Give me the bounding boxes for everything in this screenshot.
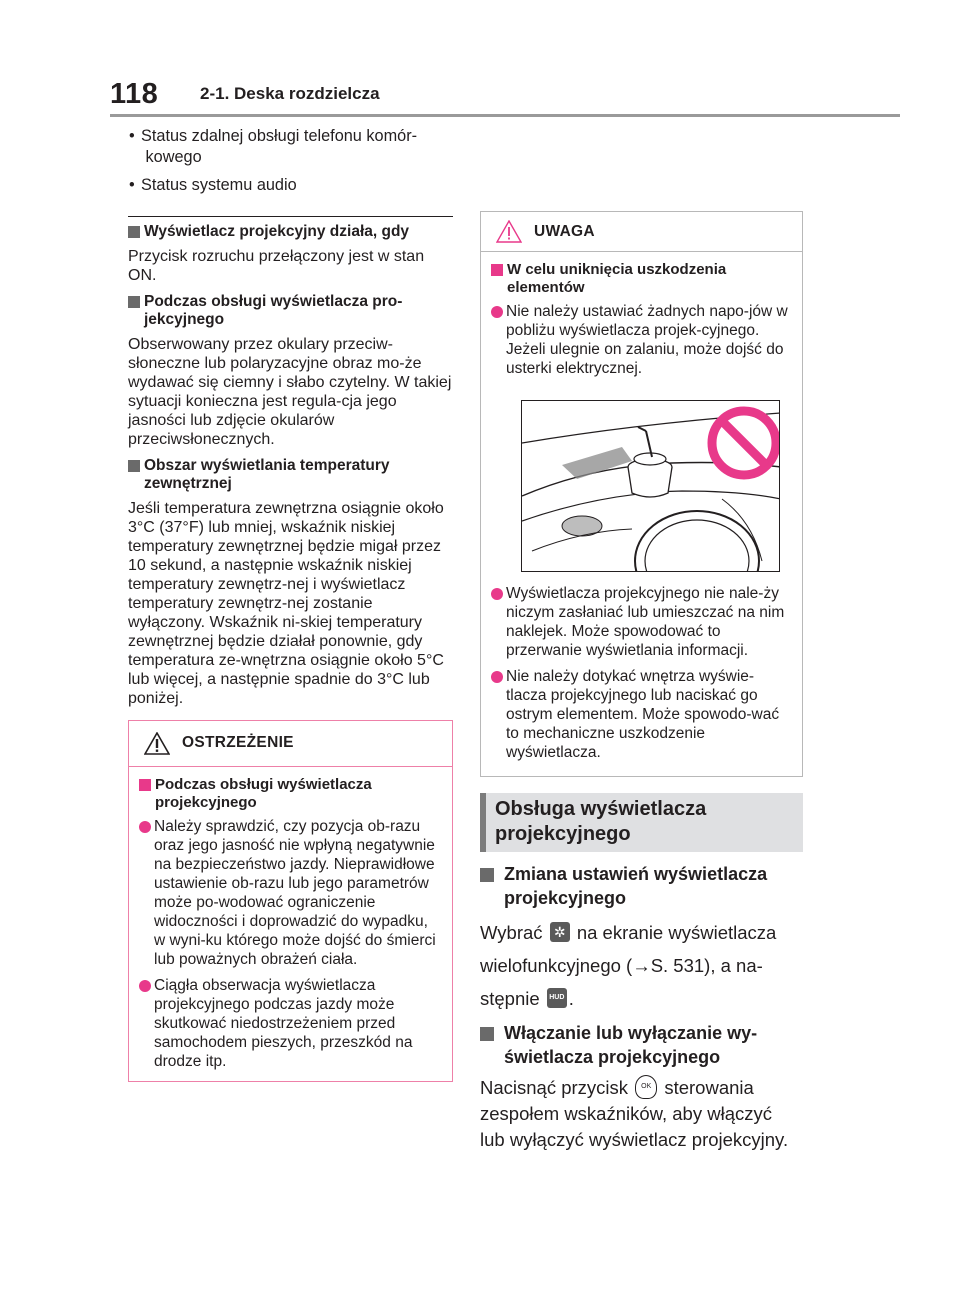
warning-box-body: [129, 767, 452, 1081]
notice-item: [491, 667, 792, 762]
square-bullet-icon: [480, 868, 494, 882]
page-number: 118: [110, 78, 159, 110]
paragraph: Przycisk rozruchu przełączony jest w stan ON.: [128, 247, 425, 284]
notice-box-header: [481, 212, 802, 252]
text-run: stępnie: [480, 988, 540, 1009]
bullet-item: • Status zdalnej obsługi telefonu komór- kowego: [128, 126, 453, 168]
band-title-line: Obsługa wyświetlacza: [495, 798, 707, 820]
text-run: .: [568, 988, 574, 1009]
notice-box-heading: [491, 261, 792, 297]
hud-icon: HUD: [547, 988, 567, 1008]
warning-item: [139, 976, 442, 1071]
text-run: Nacisnąć przycisk: [480, 1077, 629, 1098]
band-title: [495, 797, 706, 847]
bullet-item: • Status systemu audio: [128, 175, 453, 196]
section-band: [480, 793, 803, 852]
dot-bullet-icon: [491, 306, 503, 318]
band-title-line: projekcyjnego: [495, 823, 631, 845]
notice-box-title: UWAGA: [534, 222, 595, 240]
text-run: wielofunkcyjnego (→S. 531), a na-: [480, 955, 763, 976]
paragraph: Jeśli temperatura zewnętrzna osiągnie około 3°C (37°F) lub mniej, wskaźnik niskiej temperatury zewnętrznej będzie migał przez 10 sekund, a następnie wskaźnik niskiej temperatury zewnętrz-nej i wyświetlacz temperatury zewnętrz-nej zostanie wyłączony. Wskaźnik ni-skiej temperatury zewnętrznej będzie działał ponownie, gdy temperatura ze-wnętrzna osiągnie około 5°C lub więcej, a następnie spadnie do 3°C lub poniżej.: [128, 499, 444, 707]
subsection-heading: [128, 223, 453, 242]
warning-item: [139, 817, 442, 969]
subsection-heading: [128, 293, 453, 330]
paragraph: [480, 1075, 803, 1153]
subsection-heading: [480, 1021, 803, 1069]
dot-bullet-icon: [139, 980, 151, 992]
paragraph: Obserwowany przez okulary przeciw-słoneczne lub polaryzacyjne obraz mo-że wydawać się ciemny i słabo czytelny. W takiej sytuacji konieczna jest regula-cja jego jasności lub zdjęcie okularów przeciwsłonecznych.: [128, 335, 452, 448]
notice-item: [491, 584, 792, 660]
warning-triangle-icon: [144, 732, 170, 755]
right-lower-column: [480, 862, 803, 1157]
notice-item: [491, 302, 792, 378]
notice-box-body: [481, 252, 802, 776]
dot-bullet-icon: [139, 821, 151, 833]
square-bullet-icon: [128, 296, 140, 308]
dashboard-illustration: [521, 400, 780, 572]
band-stripe: [480, 793, 486, 852]
warning-item-text: Ciągła obserwacja wyświetlacza projekcyjnego podczas jazdy może skutkować niedostrzeżeniem przed samochodem pieszych, przeszkód na drodze itp.: [154, 976, 413, 1070]
text-run: lub wyłączyć wyświetlacz projekcyjny.: [480, 1129, 789, 1151]
warning-box-title: OSTRZEŻENIE: [182, 734, 294, 751]
subsection-heading-text: Zmiana ustawień wyświetlacza projekcyjnego: [504, 864, 768, 908]
text-run: zespołem wskaźników, aby włączyć: [480, 1103, 772, 1125]
square-bullet-icon: [491, 264, 503, 276]
header-rule: [110, 114, 900, 117]
subsection-heading: [128, 457, 453, 494]
text-run: Wybrać: [480, 922, 543, 943]
warning-box: [128, 720, 453, 1082]
subsection-heading-text: Obszar wyświetlania temperatury zewnętrznej: [144, 456, 390, 492]
square-bullet-icon: [139, 779, 151, 791]
gear-icon: ✲: [550, 922, 570, 942]
square-bullet-icon: [480, 1027, 494, 1041]
right-column: [480, 207, 803, 777]
dot-bullet-icon: [491, 671, 503, 683]
left-column: [128, 126, 453, 1082]
subsection-heading-text: Podczas obsługi wyświetlacza pro-jekcyjnego: [144, 292, 403, 328]
subsection-heading: [480, 862, 803, 910]
warning-box-heading-text: Podczas obsługi wyświetlacza projekcyjnego: [155, 775, 372, 811]
notice-box: [480, 211, 803, 777]
dashboard-drink-illustration: [522, 401, 780, 572]
text-run: na ekranie wyświetlacza: [576, 922, 777, 943]
warning-triangle-icon: [496, 220, 522, 243]
notice-item-text: Wyświetlacza projekcyjnego nie nale-ży niczym zasłaniać lub umieszczać na nim naklejek. Może spowodować to przerwanie wyświetlania informacji.: [506, 585, 785, 659]
notice-item-text: Nie należy dotykać wnętrza wyświe-tlacza projekcyjnego lub naciskać go ostrym elementem. Może spowodo-wać to mechaniczne uszkodzenie wyświetlacza.: [506, 668, 780, 761]
paragraph: [480, 916, 803, 1015]
warning-item-text: Należy sprawdzić, czy pozycja ob-razu oraz jego jasność nie wpłyną negatywnie na bezpieczeństwo jazdy. Nieprawidłowe ustawienie ob-razu lub jego parametrów może po-wodować ograniczenie widoczności i doprowadzić do wypadku, w wyni-ku którego może dojść do śmierci lub poważnych obrażeń ciała.: [154, 817, 436, 968]
warning-box-header: [129, 721, 452, 767]
square-bullet-icon: [128, 226, 140, 238]
notice-box-heading-text: W celu uniknięcia uszkodzenia elementów: [507, 261, 727, 296]
dot-bullet-icon: [491, 588, 503, 600]
warning-box-heading: [139, 776, 442, 812]
ok-button-icon: OK: [635, 1075, 657, 1099]
subsection-heading-text: Wyświetlacz projekcyjny działa, gdy: [144, 223, 410, 240]
subsection-heading-text: Włączanie lub wyłączanie wy-świetlacza projekcyjnego: [504, 1023, 758, 1067]
notice-item-text: Nie należy ustawiać żadnych napo-jów w pobliżu wyświetlacza projek-cyjnego. Jeżeli ulegnie on zalaniu, może dojść do usterki elektrycznej.: [506, 303, 788, 377]
section-title: 2-1. Deska rozdzielcza: [200, 84, 380, 103]
square-bullet-icon: [128, 460, 140, 472]
divider: [128, 216, 453, 217]
text-run: sterowania: [664, 1077, 754, 1098]
